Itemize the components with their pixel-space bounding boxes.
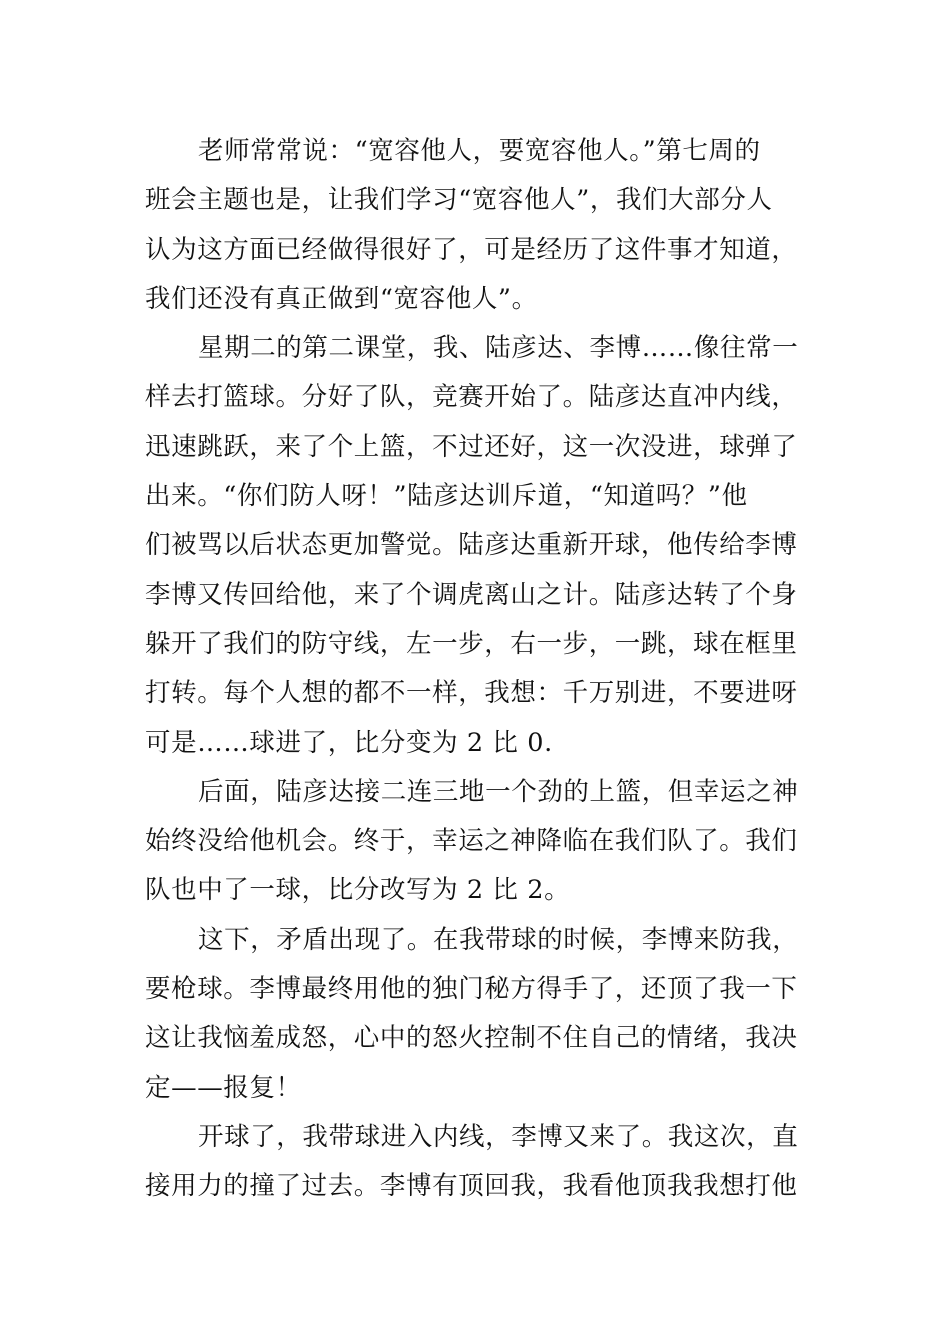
paragraph-1 xyxy=(145,127,810,324)
text-line: 躲开了我们的防守线，左一步，右一步，一跳，球在框里 xyxy=(145,628,798,659)
text-line: 定——报复！ xyxy=(145,1072,302,1103)
text-line: 李博又传回给他，来了个调虎离山之计。陆彦达转了个身 xyxy=(145,579,798,610)
text-line: 班会主题也是，让我们学习“宽容他人”，我们大部分人 xyxy=(145,185,773,216)
text-line: 迅速跳跃，来了个上篮，不过还好，这一次没进，球弹了 xyxy=(145,431,798,462)
paragraph-2 xyxy=(145,324,810,768)
paragraph-4 xyxy=(145,916,810,1113)
text-line: 队也中了一球，比分改写为 2 比 2。 xyxy=(145,875,571,906)
text-line: 星期二的第二课堂，我、陆彦达、李博……像往常一 xyxy=(198,333,799,364)
text-line: 认为这方面已经做得很好了，可是经历了这件事才知道， xyxy=(145,234,798,265)
text-line: 们被骂以后状态更加警觉。陆彦达重新开球，他传给李博 xyxy=(145,530,798,561)
text-line: 这让我恼羞成怒，心中的怒火控制不住自己的情绪，我决 xyxy=(145,1023,798,1054)
text-line: 我们还没有真正做到“宽容他人”。 xyxy=(145,283,538,314)
text-line: 始终没给他机会。终于，幸运之神降临在我们队了。我们 xyxy=(145,826,798,857)
paragraph-3 xyxy=(145,768,810,916)
text-line: 老师常常说：“宽容他人，要宽容他人。”第七周的 xyxy=(198,136,761,166)
body-text xyxy=(145,127,810,1212)
text-line: 可是……球进了，比分变为 2 比 0. xyxy=(145,727,553,758)
text-line: 接用力的撞了过去。李博有顶回我，我看他顶我我想打他 xyxy=(145,1171,798,1202)
paragraph-5 xyxy=(145,1113,810,1212)
text-line: 要枪球。李博最终用他的独门秘方得手了，还顶了我一下 xyxy=(145,974,798,1005)
text-line: 后面，陆彦达接二连三地一个劲的上篮，但幸运之神 xyxy=(198,776,799,807)
text-line: 这下，矛盾出现了。在我带球的时候，李博来防我， xyxy=(198,924,799,955)
text-line: 打转。每个人想的都不一样，我想：千万别进，不要进呀 xyxy=(145,678,798,709)
text-line: 样去打篮球。分好了队，竞赛开始了。陆彦达直冲内线， xyxy=(145,382,798,413)
text-line: 出来。“你们防人呀！”陆彦达训斥道，“知道吗？”他 xyxy=(145,481,748,512)
text-line: 开球了，我带球进入内线，李博又来了。我这次，直 xyxy=(198,1121,799,1152)
